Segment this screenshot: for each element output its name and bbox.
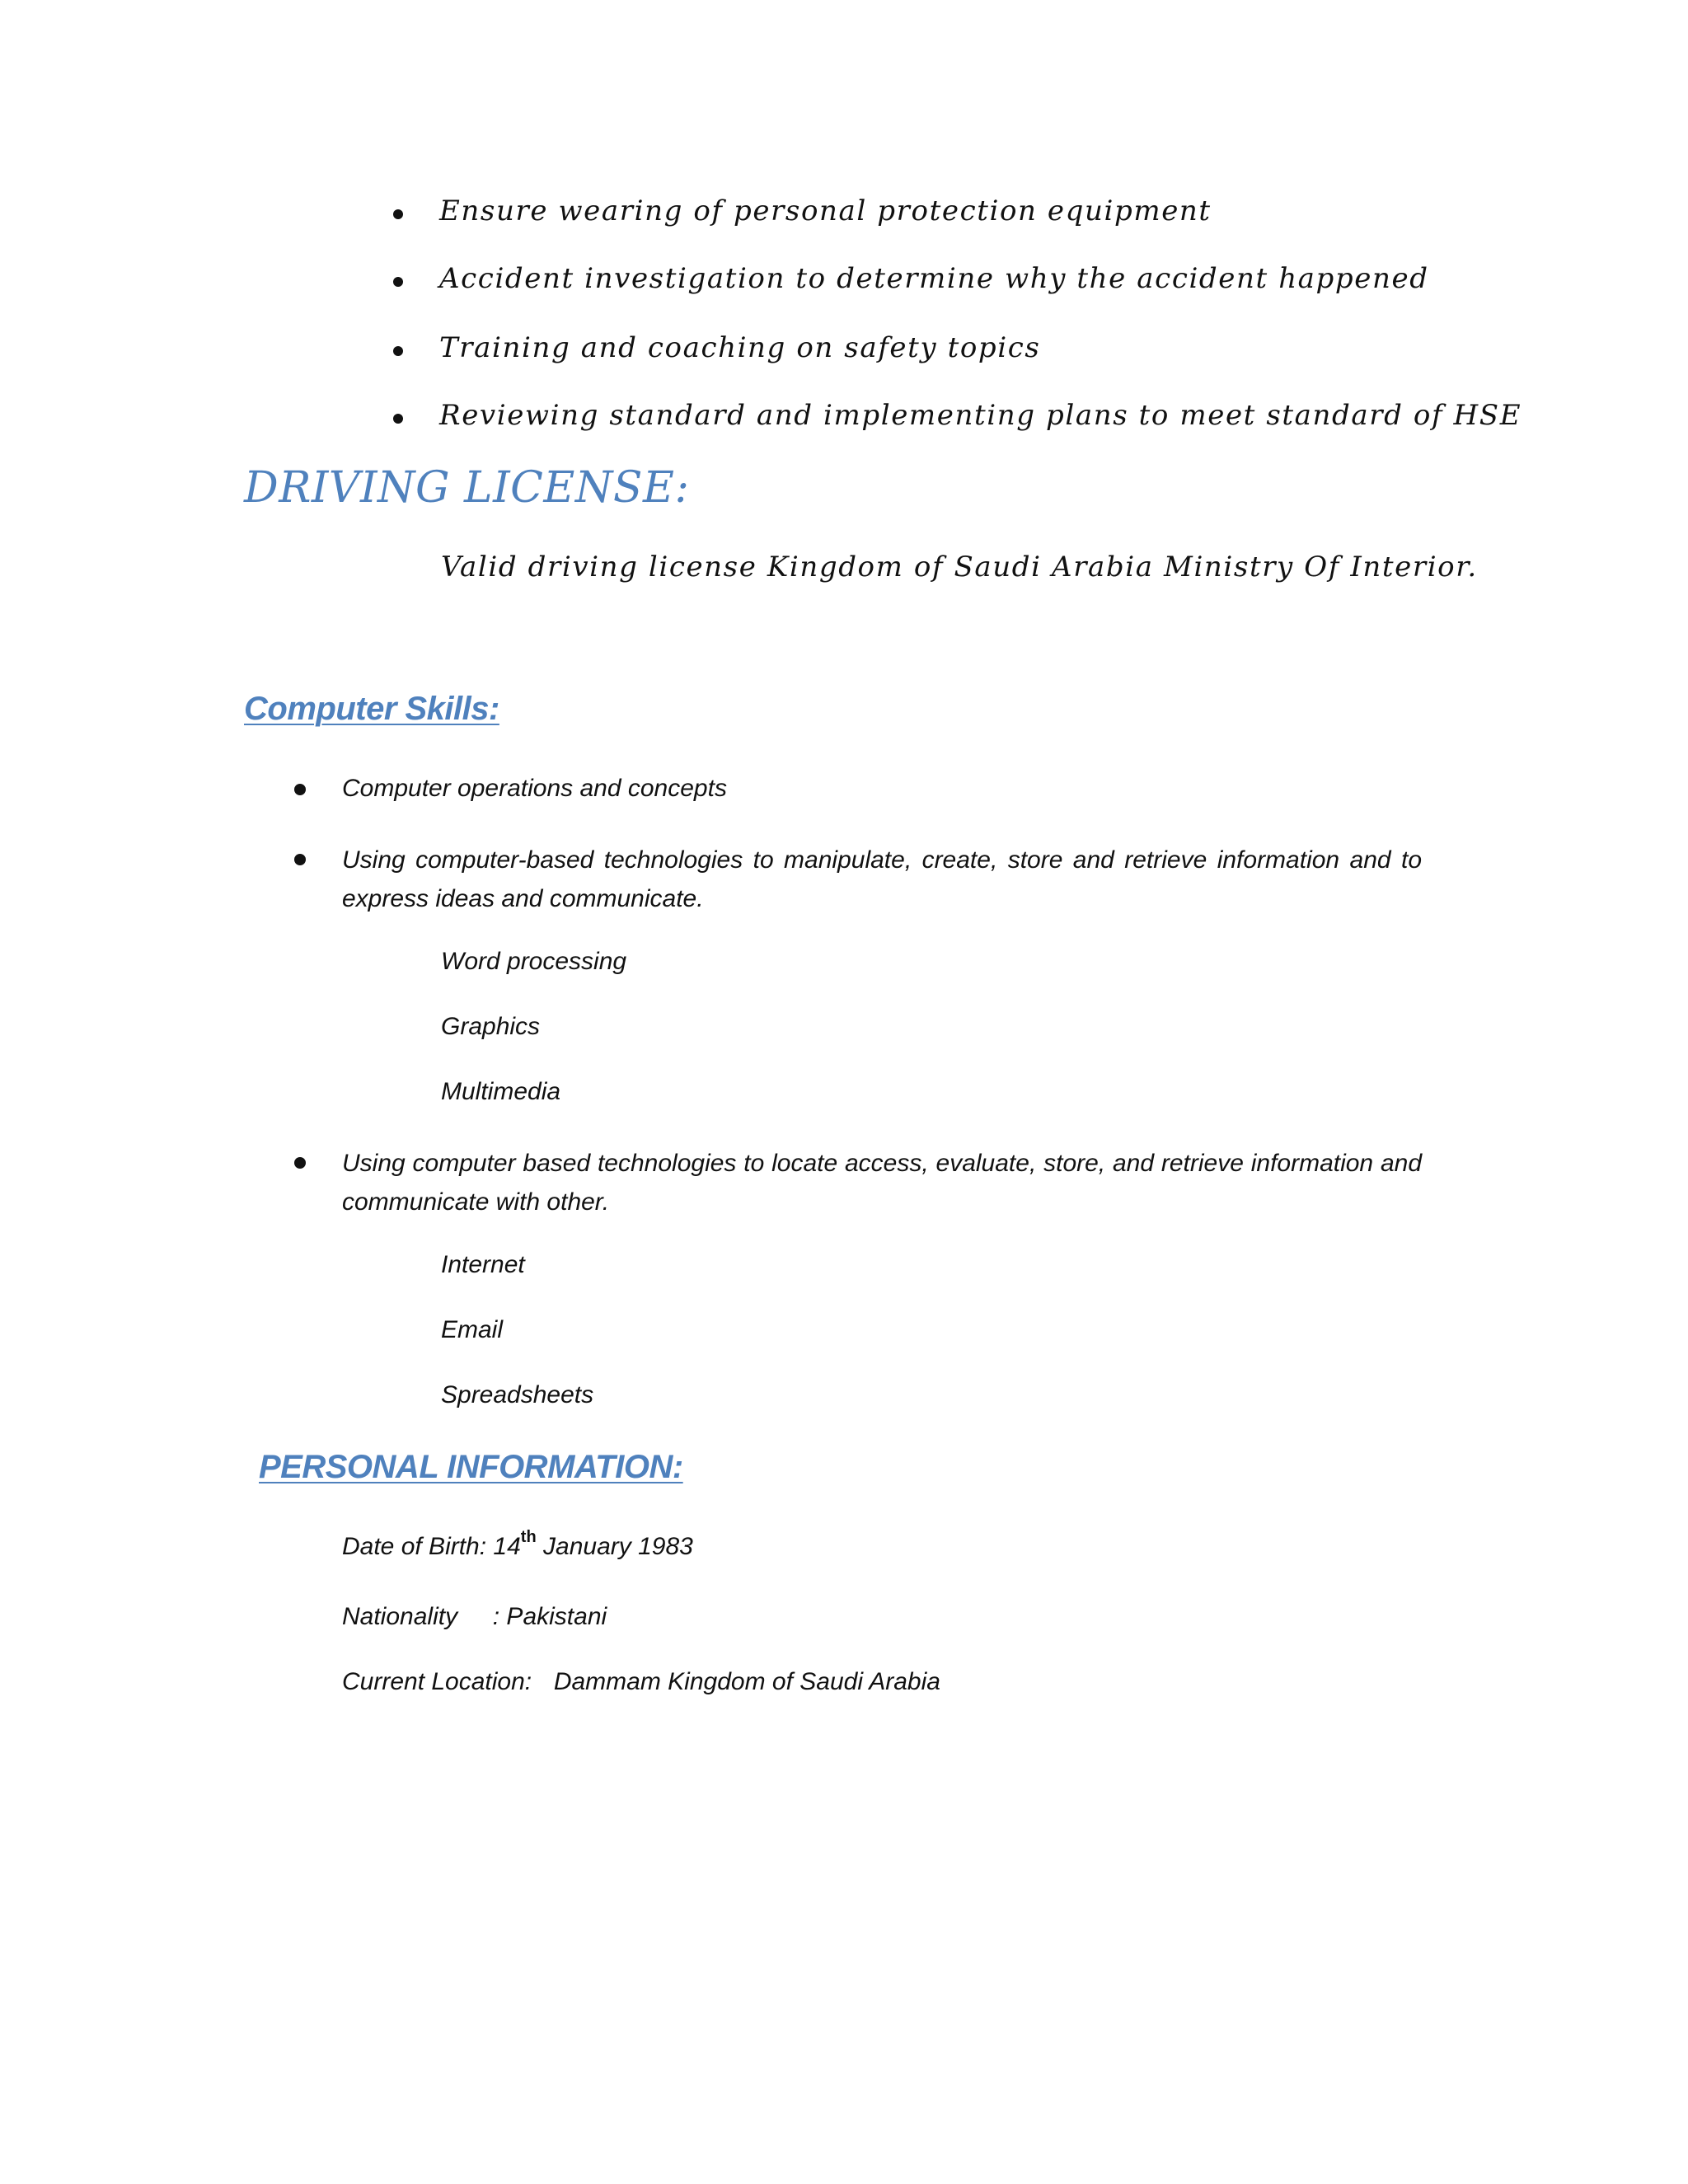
bullet <box>393 346 403 356</box>
duty-item: Ensure wearing of personal protection equipment <box>439 194 1212 227</box>
location-value: Dammam Kingdom of Saudi Arabia <box>553 1668 940 1695</box>
bullet <box>393 414 403 424</box>
skill-sub-item: Graphics <box>441 1013 541 1040</box>
bullet <box>294 784 306 795</box>
skill-sub-item: Word processing <box>441 948 627 975</box>
duty-item: Training and coaching on safety topics <box>439 331 1041 364</box>
driving-license-heading: DRIVING LICENSE: <box>244 463 690 513</box>
nationality-label: Nationality <box>342 1603 458 1630</box>
bullet <box>294 1157 306 1169</box>
duty-item: Accident investigation to determine why the accident happened <box>439 262 1429 295</box>
nationality-value: : Pakistani <box>492 1603 607 1630</box>
skill-item: Using computer based technologies to locate access, evaluate, store, and retrieve information and communicate with other. <box>342 1150 1422 1216</box>
dob-label: Date of Birth: 14 <box>342 1533 521 1560</box>
skill-sub-item: Internet <box>441 1251 525 1278</box>
driving-license-text: Valid driving license Kingdom of Saudi Arabia Ministry Of Interior. <box>441 551 1478 583</box>
skill-item: Using computer-based technologies to manipulate, create, store and retrieve information and to express ideas and communicate. <box>342 846 1422 912</box>
dob-value: January 1983 <box>536 1533 693 1560</box>
nationality-row <box>342 1603 607 1631</box>
bullet <box>393 277 403 287</box>
date-of-birth <box>342 1528 693 1561</box>
bullet <box>294 854 306 865</box>
personal-info-heading: PERSONAL INFORMATION: <box>259 1449 683 1485</box>
skill-sub-item: Spreadsheets <box>441 1381 594 1408</box>
bullet <box>393 209 403 219</box>
dob-suffix: th <box>520 1528 537 1546</box>
duty-item: Reviewing standard and implementing plans to meet standard of HSE <box>439 399 1522 432</box>
computer-skills-heading: Computer Skills: <box>244 691 499 727</box>
location-label: Current Location: <box>342 1668 532 1695</box>
location-row <box>342 1668 940 1696</box>
skill-sub-item: Email <box>441 1316 504 1343</box>
skill-sub-item: Multimedia <box>441 1078 561 1105</box>
skill-item: Computer operations and concepts <box>342 775 727 802</box>
